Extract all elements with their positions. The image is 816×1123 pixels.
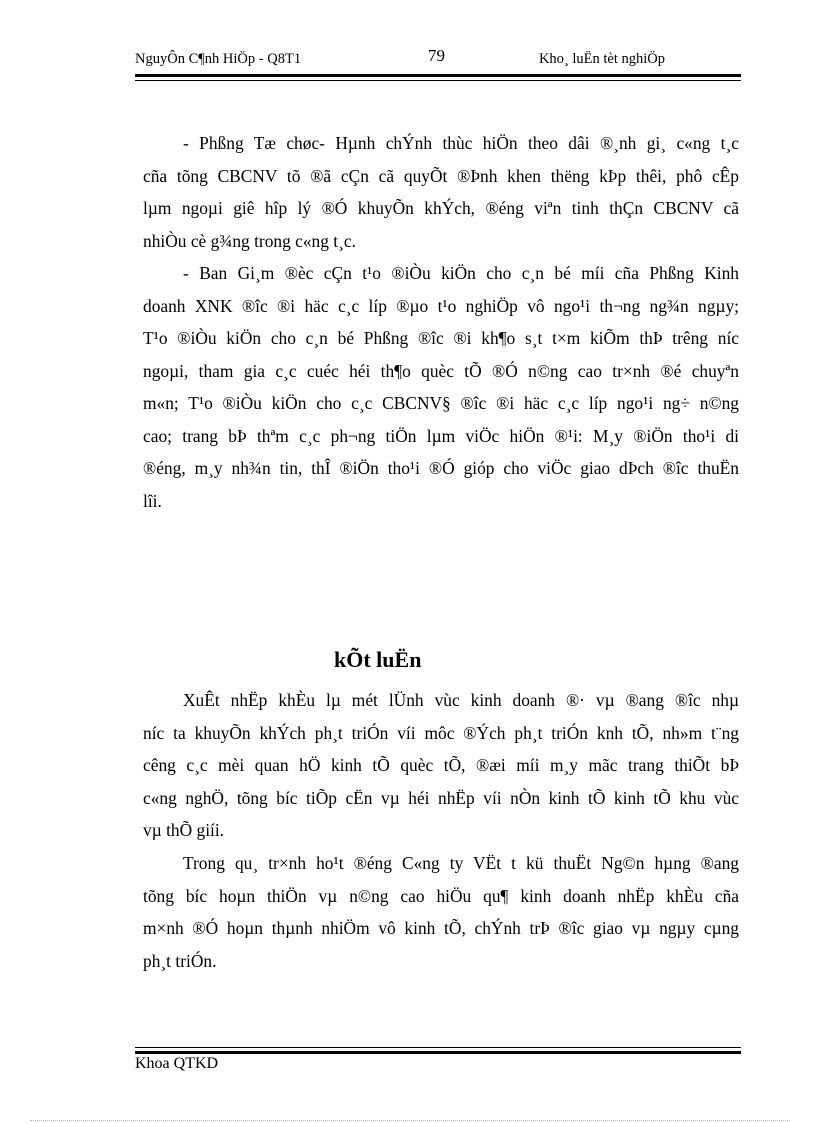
paragraph-conclusion-2 bbox=[143, 847, 739, 977]
text-line: T¹o ®iÒu kiÖn cho c¸n bé Phßng ®îc ®i kh¶o s¸t t×m kiÕm thÞ trêng níc bbox=[143, 328, 739, 348]
text-line: - Phßng Tæ chøc- Hµnh chÝnh thùc hiÖn theo dâi ®¸nh gi¸ c«ng t¸c bbox=[183, 133, 739, 153]
page-header bbox=[135, 40, 741, 78]
page-number: 79 bbox=[428, 46, 445, 65]
text-line: ngoµi, tham gia c¸c cuéc héi th¶o quèc tÕ ®Ó n©ng cao tr×nh ®é chuyªn bbox=[143, 360, 739, 381]
text-line: - Ban Gi¸m ®èc cÇn t¹o ®iÒu kiÖn cho c¸n bé míi cña Phßng Kinh bbox=[183, 263, 739, 283]
page-edge-divider bbox=[30, 1120, 790, 1121]
header-author: NguyÔn C¶nh HiÖp - Q8T1 bbox=[135, 51, 302, 67]
text-line: nhiÒu cè g¾ng trong c«ng t¸c. bbox=[143, 230, 356, 251]
header-rule-thick bbox=[135, 74, 741, 77]
text-line: ph¸t triÓn. bbox=[143, 950, 217, 971]
text-line: Trong qu¸ tr×nh ho¹t ®éng C«ng ty VËt t kü thuËt Ng©n hµng ®ang bbox=[183, 853, 739, 873]
header-doc-title: Kho¸ luËn tèt nghiÖp bbox=[538, 51, 665, 67]
text-line: lµm ngoµi giê hîp lý ®Ó khuyÕn khÝch, ®éng viªn tinh thÇn CBCNV cã bbox=[143, 198, 739, 218]
footer-rule-thick bbox=[135, 1051, 741, 1054]
text-line: vµ thÕ giíi. bbox=[143, 820, 225, 840]
text-line: cêng c¸c mèi quan hÖ kinh tÕ quèc tÕ, ®æi míi m¸y mãc trang thiÕt bÞ bbox=[143, 755, 739, 775]
text-line: doanh XNK ®îc ®i häc c¸c líp ®µo t¹o nghiÖp vô ngo¹i th¬ng ng¾n ngµy; bbox=[143, 295, 739, 316]
footer-rule-thin bbox=[135, 1047, 741, 1048]
text-line: m«n; T¹o ®iÒu kiÖn cho c¸c CBCNV§ ®îc ®i häc c¸c líp ngo¹i ng÷ n©ng bbox=[143, 393, 739, 413]
page-footer: Khoa QTKD bbox=[135, 1055, 219, 1072]
text-line: tõng bíc hoµn thiÖn vµ n©ng cao hiÖu qu¶ kinh doanh nhËp khÈu cña bbox=[143, 885, 739, 906]
text-line: c«ng nghÖ, tõng bíc tiÕp cËn vµ héi nhËp víi nÒn kinh tÕ kinh tÕ khu vùc bbox=[143, 787, 739, 808]
text-line: lîi. bbox=[143, 490, 162, 511]
text-line: XuÊt nhËp khÈu lµ mét lÜnh vùc kinh doanh ®· vµ ®ang ®îc nhµ bbox=[183, 690, 739, 710]
header-rule-thin bbox=[135, 80, 741, 81]
text-line: ®éng, m¸y nh¾n tin, thÎ ®iÖn tho¹i ®Ó gióp cho viÖc giao dÞch ®îc thuËn bbox=[143, 458, 739, 478]
text-line: cña tõng CBCNV tõ ®ã cÇn cã quyÕt ®Þnh khen thëng kÞp thêi, phô cÊp bbox=[143, 165, 739, 186]
section-heading: kÕt luËn bbox=[334, 647, 422, 672]
paragraph-conclusion-1 bbox=[143, 684, 739, 847]
paragraph-personnel bbox=[143, 127, 739, 257]
text-line: níc ta khuyÕn khÝch ph¸t triÓn víi môc ®Ých ph¸t triÓn knh tÕ, nh»m t¨ng bbox=[143, 722, 739, 743]
text-line: m×nh ®Ó hoµn thµnh nhiÖm vô kinh tÕ, chÝnh trÞ ®îc giao vµ ngµy cµng bbox=[143, 918, 739, 938]
paragraph-management bbox=[143, 257, 739, 517]
text-line: cao; trang bÞ thªm c¸c ph¬ng tiÖn lµm viÖc hiÖn ®¹i: M¸y ®iÖn tho¹i di bbox=[143, 425, 739, 446]
